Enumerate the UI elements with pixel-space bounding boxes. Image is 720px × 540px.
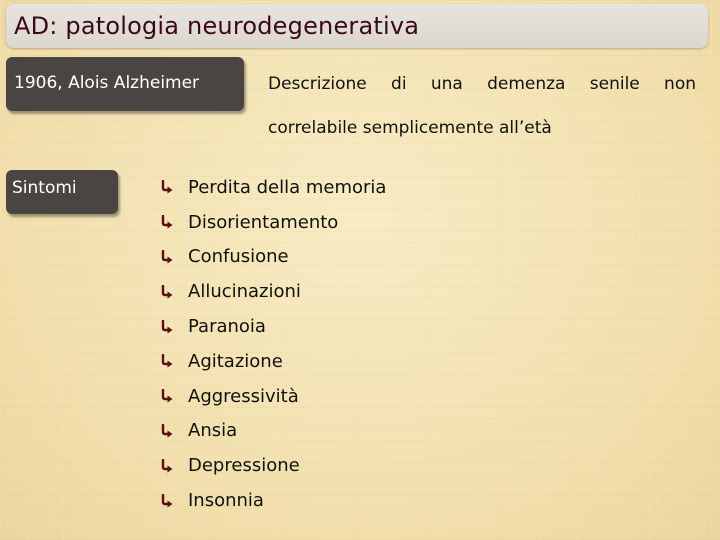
curved-arrow-icon <box>160 354 174 368</box>
curved-arrow-icon <box>160 320 174 334</box>
symptom-item <box>160 240 386 275</box>
symptom-text: Agitazione <box>188 350 283 372</box>
curved-arrow-icon <box>160 215 174 229</box>
symptom-item <box>160 274 386 309</box>
curved-arrow-icon <box>160 459 174 473</box>
symptom-item <box>160 483 386 518</box>
symptom-item <box>160 309 386 344</box>
year-label-box <box>6 57 244 111</box>
symptom-text: Depressione <box>188 455 300 477</box>
symptom-item <box>160 448 386 483</box>
curved-arrow-icon <box>160 285 174 299</box>
symptom-item <box>160 414 386 449</box>
symptoms-label-box <box>6 170 118 214</box>
slide-title: AD: patologia neurodegenerativa <box>14 12 420 40</box>
symptom-text: Insonnia <box>188 490 264 512</box>
symptom-text: Ansia <box>188 420 238 442</box>
symptom-text: Allucinazioni <box>188 281 301 303</box>
title-bar <box>6 4 708 48</box>
symptom-text: Confusione <box>188 246 289 268</box>
year-label: 1906, Alois Alzheimer <box>14 73 200 93</box>
symptom-text: Paranoia <box>188 316 266 338</box>
symptom-text: Aggressività <box>188 385 299 407</box>
symptom-item <box>160 170 386 205</box>
symptom-text: Disorientamento <box>188 211 339 233</box>
symptom-list <box>160 170 386 518</box>
symptom-text: Perdita della memoria <box>188 176 387 198</box>
symptoms-label: Sintomi <box>12 178 77 198</box>
symptom-item <box>160 344 386 379</box>
description-text: Descrizione di una demenza senile non correlabile semplicemente all’età <box>268 74 696 138</box>
curved-arrow-icon <box>160 494 174 508</box>
symptom-item <box>160 205 386 240</box>
curved-arrow-icon <box>160 424 174 438</box>
curved-arrow-icon <box>160 180 174 194</box>
curved-arrow-icon <box>160 389 174 403</box>
symptom-item <box>160 379 386 414</box>
curved-arrow-icon <box>160 250 174 264</box>
